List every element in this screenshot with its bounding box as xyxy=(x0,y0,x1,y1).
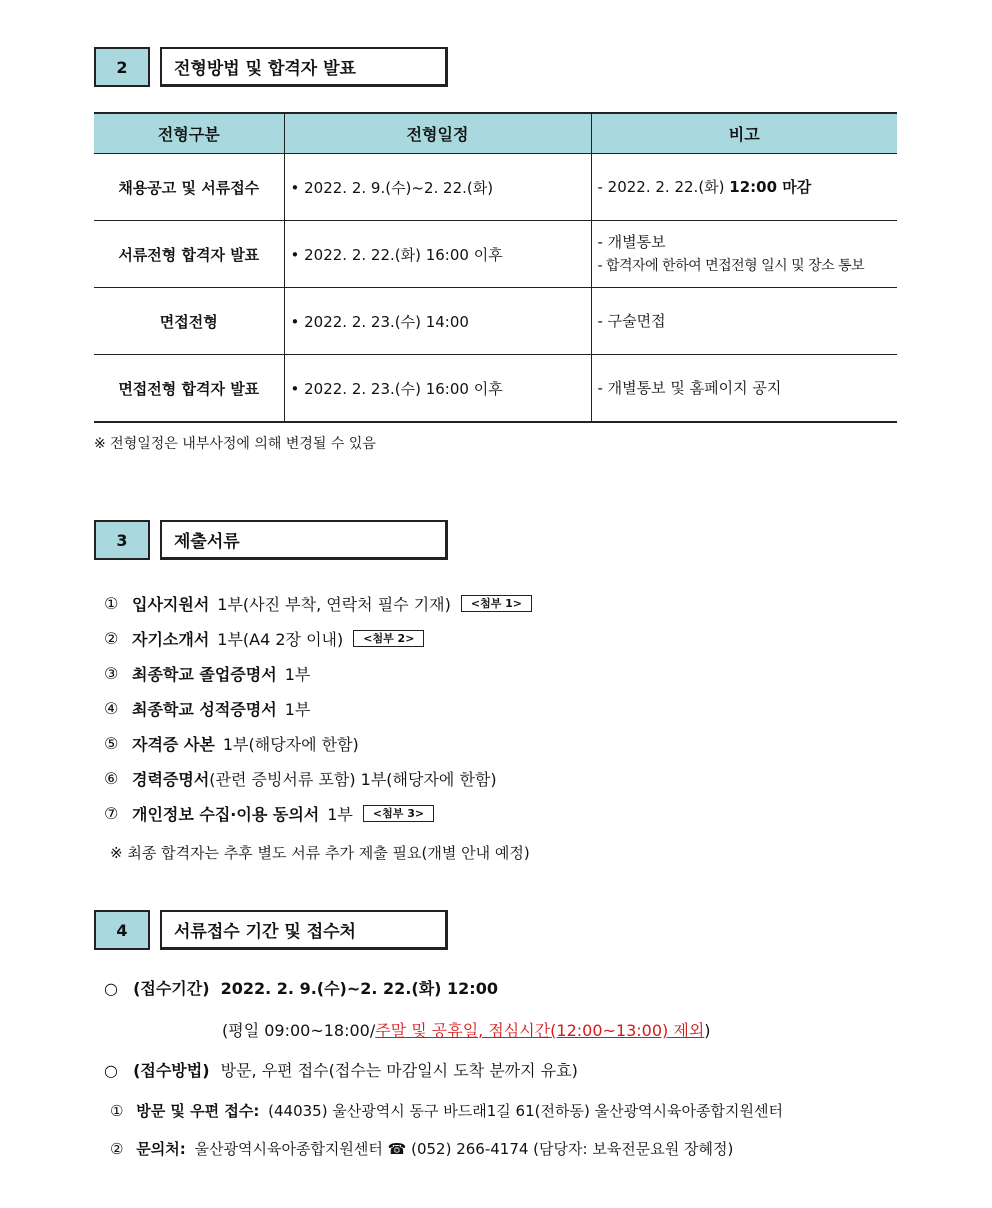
schedule-footnote: ※ 전형일정은 내부사정에 의해 변경될 수 있음 xyxy=(94,436,376,452)
column-header: 전형일정 xyxy=(284,113,591,154)
section-2-header xyxy=(94,47,448,87)
stage-cell: 면접전형 xyxy=(94,288,284,355)
note-line: - 개별통보 xyxy=(597,233,666,251)
documents-footnote: ※ 최종 합격자는 추후 별도 서류 추가 제출 필요(개별 안내 예정) xyxy=(110,844,530,862)
column-header: 비고 xyxy=(591,113,897,154)
schedule-cell: • 2022. 2. 23.(수) 16:00 이후 xyxy=(284,355,591,423)
document-name: 입사지원서 xyxy=(132,595,210,614)
attachment-tag: <첨부 1> xyxy=(461,595,532,612)
document-name: 개인정보 수집·이용 동의서 xyxy=(132,805,320,824)
address-value: (44035) 울산광역시 동구 바드래1길 61(전하동) 울산광역시육아종합지원센터 xyxy=(268,1102,783,1120)
table-row xyxy=(94,355,897,423)
item-number: ⑥ xyxy=(104,769,119,788)
list-item xyxy=(104,656,532,691)
list-item xyxy=(104,621,532,656)
hours-text: ) xyxy=(704,1021,711,1040)
receipt-address xyxy=(110,1100,783,1121)
bullet-circle-icon: ○ xyxy=(104,1061,118,1080)
bullet-circle-icon: ○ xyxy=(104,979,118,998)
schedule-cell: • 2022. 2. 23.(수) 14:00 xyxy=(284,288,591,355)
section-number: 4 xyxy=(94,910,150,950)
table-row xyxy=(94,221,897,288)
item-number: ③ xyxy=(104,664,119,683)
item-number: ① xyxy=(104,594,119,613)
section-title: 제출서류 xyxy=(160,520,448,560)
document-name: 자기소개서 xyxy=(132,630,210,649)
document-name: 최종학교 졸업증명서 xyxy=(132,665,277,684)
item-number: ① xyxy=(110,1102,124,1120)
note-text: - 2022. 2. 22.(화) xyxy=(597,178,730,196)
note-line: - 합격자에 한하여 면접전형 일시 및 장소 통보 xyxy=(597,258,865,274)
section-number: 3 xyxy=(94,520,150,560)
document-name: 자격증 사본 xyxy=(132,735,215,754)
method-label: (접수방법) xyxy=(133,1061,210,1080)
table-row xyxy=(94,288,897,355)
note-cell: - 개별통보 및 홈페이지 공지 xyxy=(591,355,897,423)
hours-excluded-text: 주말 및 공휴일, 점심시간(12:00~13:00) 제외 xyxy=(375,1021,705,1040)
documents-list xyxy=(104,586,532,831)
list-item xyxy=(104,691,532,726)
stage-cell: 서류전형 합격자 발표 xyxy=(94,221,284,288)
section-4-header xyxy=(94,910,448,950)
document-name: 경력증명서 xyxy=(132,770,210,789)
office-hours xyxy=(222,1018,711,1041)
document-detail: 1부(A4 2장 이내) xyxy=(217,630,344,649)
document-detail: 1부 xyxy=(284,700,311,719)
item-number: ⑤ xyxy=(104,734,119,753)
list-item xyxy=(104,726,532,761)
section-title: 전형방법 및 합격자 발표 xyxy=(160,47,448,87)
document-detail: 1부 xyxy=(327,805,353,824)
receipt-method xyxy=(104,1058,578,1081)
note-cell xyxy=(591,221,897,288)
table-header-row xyxy=(94,113,897,154)
stage-cell: 면접전형 합격자 발표 xyxy=(94,355,284,423)
note-bold-text: 12:00 마감 xyxy=(729,178,812,196)
contact-label: 문의처: xyxy=(136,1140,186,1158)
schedule-cell: • 2022. 2. 22.(화) 16:00 이후 xyxy=(284,221,591,288)
document-detail: (관련 증빙서류 포함) 1부(해당자에 한함) xyxy=(209,770,497,789)
note-cell xyxy=(591,154,897,221)
item-number: ④ xyxy=(104,699,119,718)
schedule-cell: • 2022. 2. 9.(수)~2. 22.(화) xyxy=(284,154,591,221)
period-value: 2022. 2. 9.(수)~2. 22.(화) 12:00 xyxy=(220,979,498,998)
list-item xyxy=(104,796,532,831)
note-cell: - 구술면접 xyxy=(591,288,897,355)
stage-cell: 채용공고 및 서류접수 xyxy=(94,154,284,221)
address-label: 방문 및 우편 접수: xyxy=(136,1102,260,1120)
attachment-tag: <첨부 3> xyxy=(363,805,434,822)
method-value: 방문, 우편 접수(접수는 마감일시 도착 분까지 유효) xyxy=(220,1061,578,1080)
column-header: 전형구분 xyxy=(94,113,284,154)
period-label: (접수기간) xyxy=(133,979,210,998)
list-item xyxy=(104,586,532,621)
hours-text: (평일 09:00~18:00/ xyxy=(222,1021,376,1040)
document-name: 최종학교 성적증명서 xyxy=(132,700,277,719)
section-number: 2 xyxy=(94,47,150,87)
item-number: ② xyxy=(110,1140,124,1158)
table-row xyxy=(94,154,897,221)
document-detail: 1부 xyxy=(284,665,311,684)
attachment-tag: <첨부 2> xyxy=(353,630,424,647)
receipt-period xyxy=(104,976,498,999)
document-detail: 1부(사진 부착, 연락처 필수 기재) xyxy=(217,595,451,614)
schedule-table xyxy=(94,112,897,423)
section-title: 서류접수 기간 및 접수처 xyxy=(160,910,448,950)
item-number: ② xyxy=(104,629,119,648)
list-item xyxy=(104,761,532,796)
contact-info xyxy=(110,1138,733,1159)
contact-value: 울산광역시육아종합지원센터 ☎ (052) 266-4174 (담당자: 보육전문요원 장혜정) xyxy=(194,1140,734,1158)
section-3-header xyxy=(94,520,448,560)
item-number: ⑦ xyxy=(104,804,119,823)
document-detail: 1부(해당자에 한함) xyxy=(222,735,359,754)
